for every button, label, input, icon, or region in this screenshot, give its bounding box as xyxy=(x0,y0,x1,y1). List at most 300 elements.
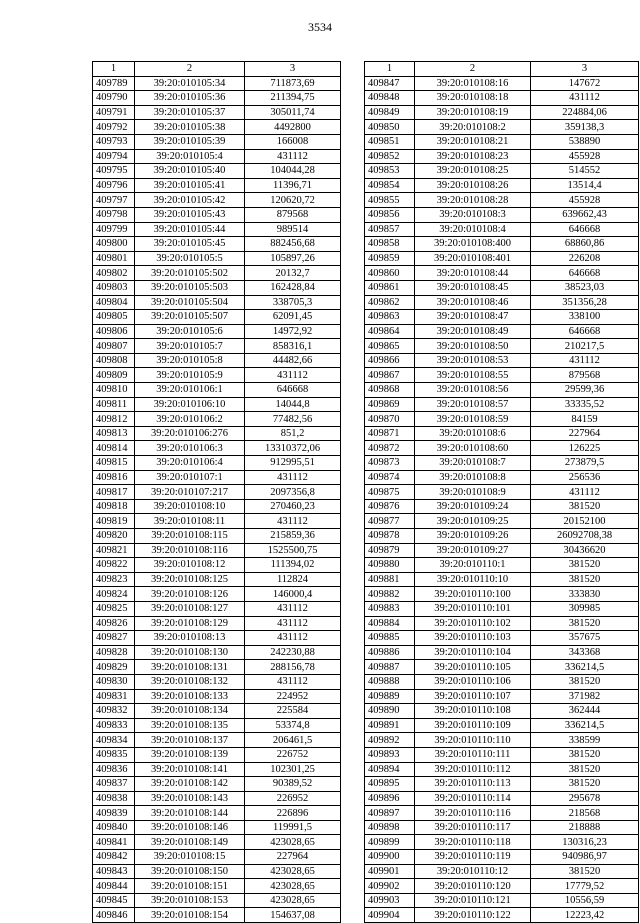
cadastral-id-cell: 39:20:010110:102 xyxy=(415,616,531,631)
cadastral-id-cell: 39:20:010107:217 xyxy=(135,485,245,500)
cadastral-id-cell: 39:20:010108:6 xyxy=(415,426,531,441)
row-number-cell: 409798 xyxy=(93,207,135,222)
table-row xyxy=(93,222,341,237)
value-cell: 305011,74 xyxy=(245,105,341,120)
value-cell: 166008 xyxy=(245,134,341,149)
table-body-right xyxy=(365,76,639,922)
table-row xyxy=(365,747,639,762)
cadastral-id-cell: 39:20:010106:4 xyxy=(135,456,245,471)
table-row xyxy=(93,704,341,719)
value-cell: 102301,25 xyxy=(245,762,341,777)
row-number-cell: 409807 xyxy=(93,339,135,354)
cadastral-id-cell: 39:20:010105:45 xyxy=(135,237,245,252)
value-cell: 381520 xyxy=(531,747,639,762)
value-cell: 226752 xyxy=(245,747,341,762)
table-row xyxy=(365,820,639,835)
cadastral-id-cell: 39:20:010108:401 xyxy=(415,251,531,266)
row-number-cell: 409888 xyxy=(365,674,415,689)
table-row xyxy=(93,76,341,91)
cadastral-id-cell: 39:20:010108:130 xyxy=(135,645,245,660)
row-number-cell: 409825 xyxy=(93,601,135,616)
row-number-cell: 409805 xyxy=(93,310,135,325)
table-row xyxy=(365,806,639,821)
cadastral-id-cell: 39:20:010110:114 xyxy=(415,791,531,806)
value-cell: 90389,52 xyxy=(245,777,341,792)
cadastral-id-cell: 39:20:010110:121 xyxy=(415,893,531,908)
row-number-cell: 409823 xyxy=(93,572,135,587)
column-header-value: 3 xyxy=(531,62,639,77)
cadastral-id-cell: 39:20:010108:55 xyxy=(415,368,531,383)
row-number-cell: 409790 xyxy=(93,91,135,106)
value-cell: 77482,56 xyxy=(245,412,341,427)
row-number-cell: 409834 xyxy=(93,733,135,748)
table-row xyxy=(365,470,639,485)
table-row xyxy=(365,879,639,894)
cadastral-id-cell: 39:20:010110:103 xyxy=(415,631,531,646)
value-cell: 381520 xyxy=(531,499,639,514)
table-header-row xyxy=(365,62,639,77)
cadastral-id-cell: 39:20:010108:49 xyxy=(415,324,531,339)
row-number-cell: 409864 xyxy=(365,324,415,339)
cadastral-id-cell: 39:20:010108:44 xyxy=(415,266,531,281)
cadastral-id-cell: 39:20:010108:19 xyxy=(415,105,531,120)
row-number-cell: 409844 xyxy=(93,879,135,894)
table-row xyxy=(93,514,341,529)
cadastral-id-cell: 39:20:010110:101 xyxy=(415,601,531,616)
value-cell: 104044,28 xyxy=(245,164,341,179)
table-row xyxy=(93,412,341,427)
cadastral-id-cell: 39:20:010110:106 xyxy=(415,674,531,689)
cadastral-id-cell: 39:20:010105:37 xyxy=(135,105,245,120)
row-number-cell: 409884 xyxy=(365,616,415,631)
value-cell: 38523,03 xyxy=(531,280,639,295)
cadastral-id-cell: 39:20:010110:12 xyxy=(415,864,531,879)
cadastral-id-cell: 39:20:010105:504 xyxy=(135,295,245,310)
cadastral-id-cell: 39:20:010110:118 xyxy=(415,835,531,850)
cadastral-id-cell: 39:20:010109:25 xyxy=(415,514,531,529)
cadastral-table-left xyxy=(92,61,341,923)
row-number-cell: 409851 xyxy=(365,134,415,149)
row-number-cell: 409826 xyxy=(93,616,135,631)
table-row xyxy=(93,820,341,835)
row-number-cell: 409870 xyxy=(365,412,415,427)
row-number-cell: 409887 xyxy=(365,660,415,675)
cadastral-id-cell: 39:20:010110:105 xyxy=(415,660,531,675)
row-number-cell: 409801 xyxy=(93,251,135,266)
row-number-cell: 409865 xyxy=(365,339,415,354)
table-row xyxy=(365,368,639,383)
cadastral-id-cell: 39:20:010106:10 xyxy=(135,397,245,412)
row-number-cell: 409873 xyxy=(365,456,415,471)
table-row xyxy=(365,237,639,252)
row-number-cell: 409793 xyxy=(93,134,135,149)
row-number-cell: 409855 xyxy=(365,193,415,208)
value-cell: 431112 xyxy=(245,631,341,646)
cadastral-id-cell: 39:20:010108:116 xyxy=(135,543,245,558)
cadastral-id-cell: 39:20:010110:122 xyxy=(415,908,531,923)
row-number-cell: 409829 xyxy=(93,660,135,675)
table-row xyxy=(365,164,639,179)
table-row xyxy=(93,791,341,806)
table-row xyxy=(93,587,341,602)
row-number-cell: 409882 xyxy=(365,587,415,602)
row-number-cell: 409822 xyxy=(93,558,135,573)
value-cell: 33335,52 xyxy=(531,397,639,412)
value-cell: 912995,51 xyxy=(245,456,341,471)
value-cell: 62091,45 xyxy=(245,310,341,325)
table-row xyxy=(93,324,341,339)
cadastral-id-cell: 39:20:010108:25 xyxy=(415,164,531,179)
table-row xyxy=(365,397,639,412)
cadastral-id-cell: 39:20:010108:400 xyxy=(415,237,531,252)
row-number-cell: 409880 xyxy=(365,558,415,573)
table-row xyxy=(365,295,639,310)
row-number-cell: 409789 xyxy=(93,76,135,91)
row-number-cell: 409856 xyxy=(365,207,415,222)
table-row xyxy=(93,718,341,733)
cadastral-id-cell: 39:20:010108:143 xyxy=(135,791,245,806)
table-row xyxy=(365,704,639,719)
column-header-number: 1 xyxy=(93,62,135,77)
value-cell: 381520 xyxy=(531,674,639,689)
value-cell: 227964 xyxy=(245,850,341,865)
table-row xyxy=(93,660,341,675)
cadastral-id-cell: 39:20:010108:2 xyxy=(415,120,531,135)
value-cell: 646668 xyxy=(531,324,639,339)
row-number-cell: 409853 xyxy=(365,164,415,179)
cadastral-id-cell: 39:20:010108:16 xyxy=(415,76,531,91)
table-row xyxy=(365,149,639,164)
row-number-cell: 409896 xyxy=(365,791,415,806)
table-row xyxy=(93,733,341,748)
cadastral-id-cell: 39:20:010110:107 xyxy=(415,689,531,704)
cadastral-id-cell: 39:20:010108:146 xyxy=(135,820,245,835)
table-row xyxy=(365,660,639,675)
cadastral-table-right xyxy=(364,61,639,923)
cadastral-id-cell: 39:20:010108:135 xyxy=(135,718,245,733)
table-row xyxy=(93,674,341,689)
value-cell: 162428,84 xyxy=(245,280,341,295)
table-row xyxy=(93,543,341,558)
table-row xyxy=(365,120,639,135)
value-cell: 210217,5 xyxy=(531,339,639,354)
cadastral-id-cell: 39:20:010108:23 xyxy=(415,149,531,164)
value-cell: 273879,5 xyxy=(531,456,639,471)
value-cell: 711873,69 xyxy=(245,76,341,91)
value-cell: 226952 xyxy=(245,791,341,806)
row-number-cell: 409810 xyxy=(93,383,135,398)
table-row xyxy=(365,893,639,908)
row-number-cell: 409891 xyxy=(365,718,415,733)
cadastral-id-cell: 39:20:010109:24 xyxy=(415,499,531,514)
row-number-cell: 409808 xyxy=(93,353,135,368)
cadastral-id-cell: 39:20:010108:3 xyxy=(415,207,531,222)
value-cell: 333830 xyxy=(531,587,639,602)
value-cell: 13310372,06 xyxy=(245,441,341,456)
row-number-cell: 409875 xyxy=(365,485,415,500)
value-cell: 371982 xyxy=(531,689,639,704)
cadastral-id-cell: 39:20:010108:142 xyxy=(135,777,245,792)
cadastral-id-cell: 39:20:010108:21 xyxy=(415,134,531,149)
cadastral-id-cell: 39:20:010105:41 xyxy=(135,178,245,193)
row-number-cell: 409836 xyxy=(93,762,135,777)
row-number-cell: 409886 xyxy=(365,645,415,660)
table-row xyxy=(93,353,341,368)
value-cell: 431112 xyxy=(531,485,639,500)
cadastral-id-cell: 39:20:010108:133 xyxy=(135,689,245,704)
cadastral-id-cell: 39:20:010108:46 xyxy=(415,295,531,310)
row-number-cell: 409898 xyxy=(365,820,415,835)
table-row xyxy=(93,310,341,325)
table-row xyxy=(93,105,341,120)
cadastral-id-cell: 39:20:010108:53 xyxy=(415,353,531,368)
table-row xyxy=(365,310,639,325)
cadastral-id-cell: 39:20:010108:8 xyxy=(415,470,531,485)
value-cell: 53374,8 xyxy=(245,718,341,733)
value-cell: 218568 xyxy=(531,806,639,821)
table-row xyxy=(93,441,341,456)
value-cell: 431112 xyxy=(245,674,341,689)
table-row xyxy=(365,718,639,733)
table-row xyxy=(365,616,639,631)
table-row xyxy=(93,426,341,441)
value-cell: 351356,28 xyxy=(531,295,639,310)
cadastral-id-cell: 39:20:010108:125 xyxy=(135,572,245,587)
cadastral-id-cell: 39:20:010108:144 xyxy=(135,806,245,821)
row-number-cell: 409903 xyxy=(365,893,415,908)
row-number-cell: 409828 xyxy=(93,645,135,660)
value-cell: 105897,26 xyxy=(245,251,341,266)
value-cell: 381520 xyxy=(531,777,639,792)
value-cell: 11396,71 xyxy=(245,178,341,193)
value-cell: 882456,68 xyxy=(245,237,341,252)
table-row xyxy=(93,762,341,777)
table-row xyxy=(365,631,639,646)
table-row xyxy=(365,91,639,106)
value-cell: 215859,36 xyxy=(245,529,341,544)
value-cell: 17779,52 xyxy=(531,879,639,894)
table-row xyxy=(93,499,341,514)
row-number-cell: 409824 xyxy=(93,587,135,602)
value-cell: 646668 xyxy=(531,222,639,237)
row-number-cell: 409816 xyxy=(93,470,135,485)
row-number-cell: 409889 xyxy=(365,689,415,704)
cadastral-id-cell: 39:20:010108:139 xyxy=(135,747,245,762)
value-cell: 423028,65 xyxy=(245,879,341,894)
value-cell: 20132,7 xyxy=(245,266,341,281)
cadastral-id-cell: 39:20:010108:9 xyxy=(415,485,531,500)
cadastral-id-cell: 39:20:010108:127 xyxy=(135,601,245,616)
table-row xyxy=(93,134,341,149)
cadastral-id-cell: 39:20:010105:43 xyxy=(135,207,245,222)
value-cell: 338100 xyxy=(531,310,639,325)
value-cell: 20152100 xyxy=(531,514,639,529)
row-number-cell: 409852 xyxy=(365,149,415,164)
row-number-cell: 409879 xyxy=(365,543,415,558)
table-row xyxy=(93,850,341,865)
table-row xyxy=(93,383,341,398)
table-header-row xyxy=(93,62,341,77)
value-cell: 336214,5 xyxy=(531,660,639,675)
table-row xyxy=(365,908,639,923)
value-cell: 851,2 xyxy=(245,426,341,441)
table-row xyxy=(93,689,341,704)
row-number-cell: 409858 xyxy=(365,237,415,252)
value-cell: 130316,23 xyxy=(531,835,639,850)
table-row xyxy=(93,295,341,310)
cadastral-id-cell: 39:20:010108:4 xyxy=(415,222,531,237)
row-number-cell: 409837 xyxy=(93,777,135,792)
value-cell: 2097356,8 xyxy=(245,485,341,500)
value-cell: 14972,92 xyxy=(245,324,341,339)
cadastral-id-cell: 39:20:010106:2 xyxy=(135,412,245,427)
row-number-cell: 409830 xyxy=(93,674,135,689)
table-row xyxy=(93,397,341,412)
value-cell: 423028,65 xyxy=(245,864,341,879)
table-row xyxy=(93,193,341,208)
value-cell: 147672 xyxy=(531,76,639,91)
cadastral-id-cell: 39:20:010108:11 xyxy=(135,514,245,529)
value-cell: 211394,75 xyxy=(245,91,341,106)
table-row xyxy=(93,280,341,295)
table-row xyxy=(93,368,341,383)
cadastral-id-cell: 39:20:010108:60 xyxy=(415,441,531,456)
table-row xyxy=(93,572,341,587)
table-row xyxy=(365,353,639,368)
cadastral-id-cell: 39:20:010110:113 xyxy=(415,777,531,792)
value-cell: 381520 xyxy=(531,864,639,879)
cadastral-id-cell: 39:20:010109:27 xyxy=(415,543,531,558)
cadastral-id-cell: 39:20:010108:150 xyxy=(135,864,245,879)
table-row xyxy=(93,835,341,850)
row-number-cell: 409832 xyxy=(93,704,135,719)
value-cell: 120620,72 xyxy=(245,193,341,208)
row-number-cell: 409849 xyxy=(365,105,415,120)
table-row xyxy=(93,164,341,179)
table-row xyxy=(93,339,341,354)
value-cell: 431112 xyxy=(245,514,341,529)
value-cell: 225584 xyxy=(245,704,341,719)
cadastral-id-cell: 39:20:010105:34 xyxy=(135,76,245,91)
table-row xyxy=(365,529,639,544)
table-row xyxy=(93,251,341,266)
table-row xyxy=(365,456,639,471)
table-row xyxy=(93,645,341,660)
value-cell: 538890 xyxy=(531,134,639,149)
value-cell: 226896 xyxy=(245,806,341,821)
row-number-cell: 409811 xyxy=(93,397,135,412)
table-row xyxy=(365,207,639,222)
row-number-cell: 409899 xyxy=(365,835,415,850)
column-header-cadastral-id: 2 xyxy=(415,62,531,77)
row-number-cell: 409872 xyxy=(365,441,415,456)
column-header-value: 3 xyxy=(245,62,341,77)
table-row xyxy=(365,441,639,456)
cadastral-id-cell: 39:20:010110:100 xyxy=(415,587,531,602)
cadastral-id-cell: 39:20:010108:28 xyxy=(415,193,531,208)
value-cell: 270460,23 xyxy=(245,499,341,514)
value-cell: 14044,8 xyxy=(245,397,341,412)
table-row xyxy=(365,674,639,689)
row-number-cell: 409803 xyxy=(93,280,135,295)
cadastral-id-cell: 39:20:010105:7 xyxy=(135,339,245,354)
cadastral-id-cell: 39:20:010108:26 xyxy=(415,178,531,193)
value-cell: 423028,65 xyxy=(245,893,341,908)
row-number-cell: 409885 xyxy=(365,631,415,646)
cadastral-id-cell: 39:20:010110:109 xyxy=(415,718,531,733)
row-number-cell: 409900 xyxy=(365,850,415,865)
cadastral-id-cell: 39:20:010105:38 xyxy=(135,120,245,135)
column-header-cadastral-id: 2 xyxy=(135,62,245,77)
row-number-cell: 409845 xyxy=(93,893,135,908)
row-number-cell: 409820 xyxy=(93,529,135,544)
row-number-cell: 409869 xyxy=(365,397,415,412)
table-row xyxy=(93,908,341,923)
cadastral-id-cell: 39:20:010108:126 xyxy=(135,587,245,602)
value-cell: 227964 xyxy=(531,426,639,441)
table-row xyxy=(93,601,341,616)
cadastral-id-cell: 39:20:010105:8 xyxy=(135,353,245,368)
value-cell: 154637,08 xyxy=(245,908,341,923)
table-body-left xyxy=(93,76,341,922)
table-row xyxy=(93,616,341,631)
value-cell: 224952 xyxy=(245,689,341,704)
table-row xyxy=(93,456,341,471)
cadastral-id-cell: 39:20:010105:507 xyxy=(135,310,245,325)
table-row xyxy=(365,791,639,806)
table-row xyxy=(365,645,639,660)
value-cell: 514552 xyxy=(531,164,639,179)
table-row xyxy=(365,105,639,120)
row-number-cell: 409794 xyxy=(93,149,135,164)
table-row xyxy=(365,412,639,427)
value-cell: 224884,06 xyxy=(531,105,639,120)
row-number-cell: 409877 xyxy=(365,514,415,529)
row-number-cell: 409874 xyxy=(365,470,415,485)
cadastral-id-cell: 39:20:010105:42 xyxy=(135,193,245,208)
row-number-cell: 409890 xyxy=(365,704,415,719)
cadastral-id-cell: 39:20:010110:117 xyxy=(415,820,531,835)
cadastral-id-cell: 39:20:010108:18 xyxy=(415,91,531,106)
value-cell: 26092708,38 xyxy=(531,529,639,544)
cadastral-id-cell: 39:20:010108:10 xyxy=(135,499,245,514)
cadastral-id-cell: 39:20:010110:10 xyxy=(415,572,531,587)
row-number-cell: 409861 xyxy=(365,280,415,295)
table-row xyxy=(365,178,639,193)
cadastral-id-cell: 39:20:010108:50 xyxy=(415,339,531,354)
table-row xyxy=(93,470,341,485)
value-cell: 989514 xyxy=(245,222,341,237)
value-cell: 12223,42 xyxy=(531,908,639,923)
row-number-cell: 409812 xyxy=(93,412,135,427)
cadastral-id-cell: 39:20:010108:134 xyxy=(135,704,245,719)
table-row xyxy=(365,850,639,865)
cadastral-id-cell: 39:20:010108:154 xyxy=(135,908,245,923)
row-number-cell: 409809 xyxy=(93,368,135,383)
value-cell: 84159 xyxy=(531,412,639,427)
cadastral-id-cell: 39:20:010105:39 xyxy=(135,134,245,149)
table-row xyxy=(365,324,639,339)
table-row xyxy=(365,689,639,704)
cadastral-id-cell: 39:20:010105:36 xyxy=(135,91,245,106)
table-row xyxy=(365,864,639,879)
cadastral-id-cell: 39:20:010108:115 xyxy=(135,529,245,544)
row-number-cell: 409904 xyxy=(365,908,415,923)
table-row xyxy=(93,558,341,573)
table-row xyxy=(93,266,341,281)
value-cell: 30436620 xyxy=(531,543,639,558)
value-cell: 1525500,75 xyxy=(245,543,341,558)
